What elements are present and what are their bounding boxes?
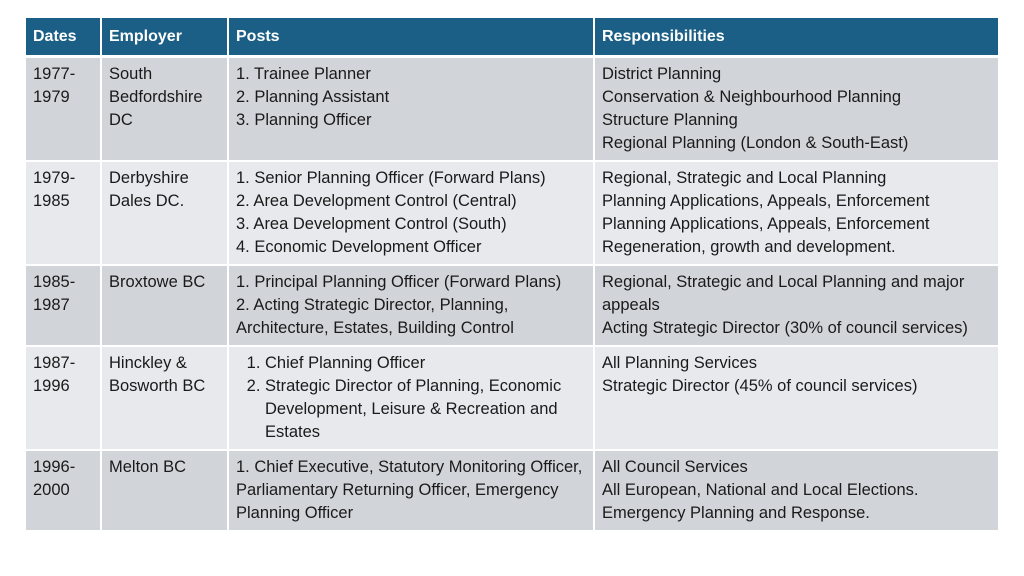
post-line: 1. Trainee Planner [236,65,371,83]
responsibility-line: All Council Services [602,458,748,476]
responsibilities-cell [594,450,998,531]
date-line: 1979 [33,88,70,106]
posts-cell [228,265,594,346]
post-line: 2. Area Development Control (Central) [236,192,517,210]
posts-cell [228,450,594,531]
table-row [26,161,998,265]
post-line: 3. Planning Officer [236,111,372,129]
employer-cell [101,265,228,346]
header-responsibilities: Responsibilities [594,18,998,57]
post-line: 1. Chief Executive, Statutory Monitoring Officer, Parliamentary Returning Officer, Emergency Planning Officer [236,458,583,522]
post-line: 3. Area Development Control (South) [236,215,507,233]
post-line: 1. Principal Planning Officer (Forward Plans) [236,273,562,291]
date-line: 1987 [33,296,70,314]
employer-cell [101,346,228,450]
post-line: 2. Planning Assistant [236,88,390,106]
responsibility-line: Planning Applications, Appeals, Enforcement [602,215,930,233]
employer-cell [101,450,228,531]
posts-cell [228,161,594,265]
date-line: 1979- [33,169,76,187]
employer-line: Bedfordshire [109,88,203,106]
responsibilities-cell [594,346,998,450]
header-dates: Dates [26,18,101,57]
responsibility-line: Regional, Strategic and Local Planning and major appeals [602,273,965,314]
dates-cell [26,450,101,531]
employer-line: DC [109,111,133,129]
dates-cell [26,161,101,265]
responsibility-line: Regional Planning (London & South-East) [602,134,909,152]
table-row [26,265,998,346]
posts-list [236,352,586,444]
header-posts: Posts [228,18,594,57]
career-table [26,18,998,532]
responsibility-line: All Planning Services [602,354,757,372]
dates-cell [26,265,101,346]
responsibility-line: Structure Planning [602,111,738,129]
responsibility-line: District Planning [602,65,722,83]
post-line: 1. Senior Planning Officer (Forward Plans) [236,169,546,187]
post-item: 2. Strategic Director of Planning, Economic Development, Leisure & Recreation and Estates [265,375,586,444]
employer-line: Melton BC [109,458,187,476]
employer-cell [101,57,228,162]
responsibilities-cell [594,265,998,346]
date-line: 1985 [33,192,70,210]
employer-line: Hinckley & [109,354,187,372]
responsibility-line: Regional, Strategic and Local Planning [602,169,887,187]
dates-cell [26,346,101,450]
employer-line: Dales DC. [109,192,185,210]
table-row [26,450,998,531]
responsibility-line: Regeneration, growth and development. [602,238,896,256]
employer-line: Derbyshire [109,169,189,187]
post-item: 1. Chief Planning Officer [265,352,586,375]
date-line: 1985- [33,273,76,291]
responsibility-line: Acting Strategic Director (30% of council services) [602,319,968,337]
date-line: 1987- [33,354,76,372]
employer-line: South [109,65,153,83]
date-line: 2000 [33,481,70,499]
date-line: 1996- [33,458,76,476]
dates-cell [26,57,101,162]
table-row [26,57,998,162]
header-row [26,18,998,57]
employer-cell [101,161,228,265]
responsibility-line: Conservation & Neighbourhood Planning [602,88,902,106]
post-line: 4. Economic Development Officer [236,238,482,256]
date-line: 1977- [33,65,76,83]
responsibility-line: Planning Applications, Appeals, Enforcement [602,192,930,210]
posts-cell [228,346,594,450]
employer-line: Bosworth BC [109,377,206,395]
responsibility-line: Strategic Director (45% of council services) [602,377,918,395]
responsibility-line: Emergency Planning and Response. [602,504,870,522]
posts-cell [228,57,594,162]
header-employer: Employer [101,18,228,57]
employer-line: Broxtowe BC [109,273,206,291]
table-row [26,346,998,450]
responsibilities-cell [594,161,998,265]
responsibilities-cell [594,57,998,162]
post-line: 2. Acting Strategic Director, Planning, Architecture, Estates, Building Control [236,296,514,337]
date-line: 1996 [33,377,70,395]
responsibility-line: All European, National and Local Elections. [602,481,919,499]
